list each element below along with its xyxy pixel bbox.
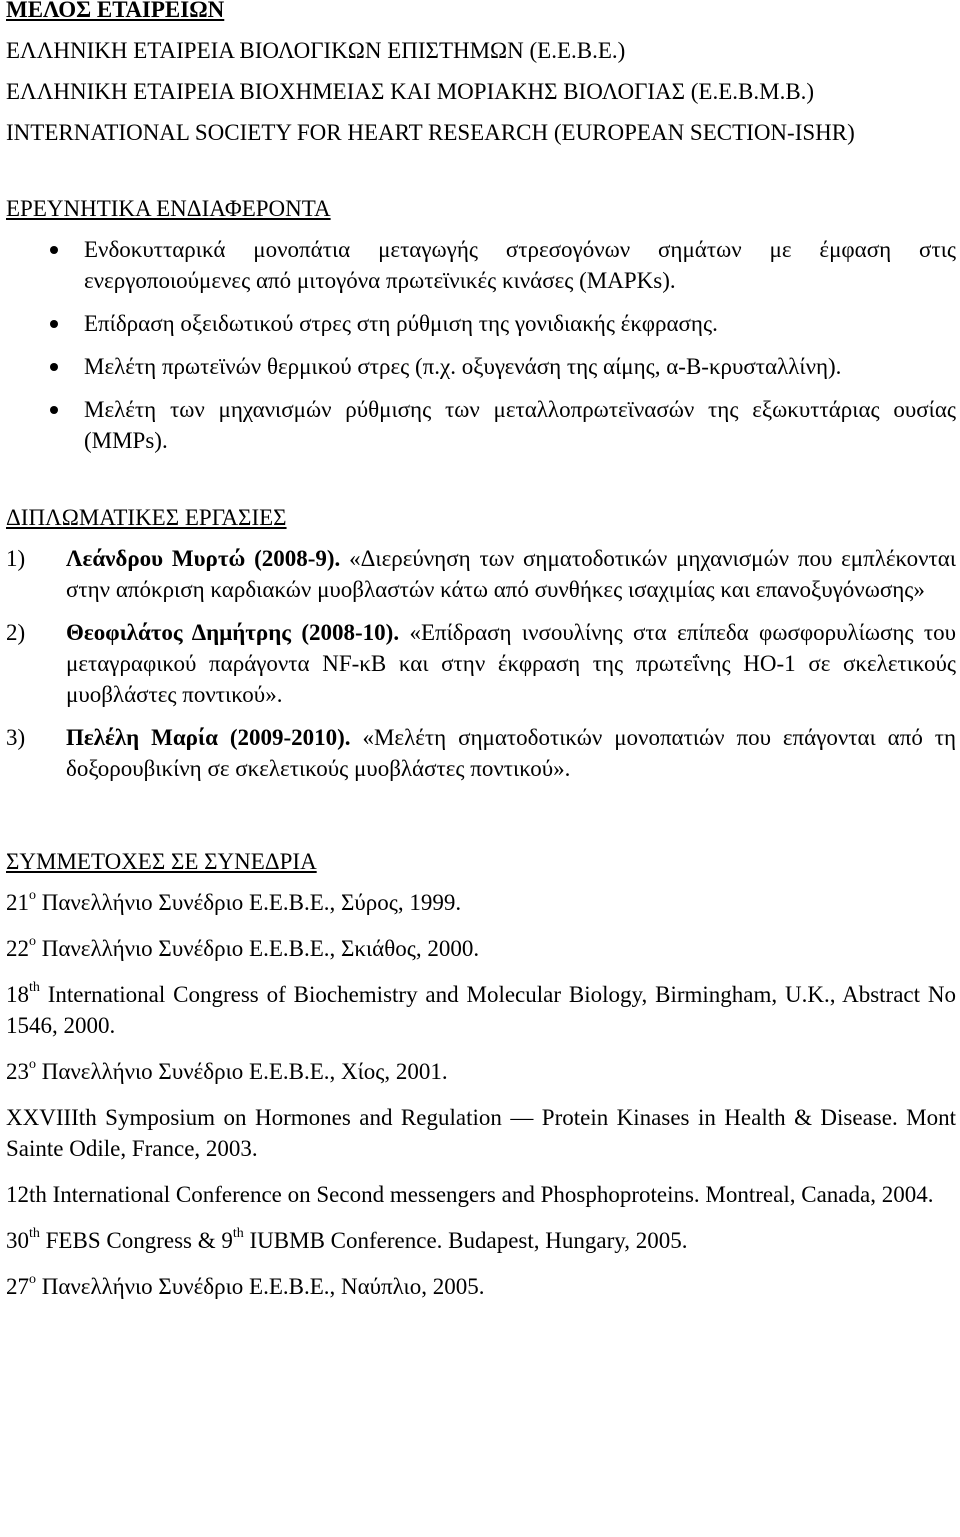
memberships-heading: ΜΕΛΟΣ ΕΤΑΙΡΕΙΩΝ — [6, 0, 225, 22]
theses-list — [6, 543, 956, 784]
conference-text: IUBMB Conference. Budapest, Hungary, 2005. — [243, 1228, 688, 1253]
theses-heading: ΔΙΠΛΩΜΑΤΙΚΕΣ ΕΡΓΑΣΙΕΣ — [6, 505, 287, 530]
list-item — [6, 1102, 956, 1164]
ordinal-suffix: th — [29, 980, 40, 996]
bullet-icon — [50, 363, 58, 371]
list-item: Μελέτη πρωτεϊνών θερμικού στρες (π.χ. οξυγενάση της αίμης, α-Β-κρυσταλλίνη). — [6, 351, 956, 382]
list-item — [6, 617, 956, 710]
ordinal-suffix: ο — [29, 934, 36, 950]
conference-text: Πανελλήνιο Συνέδριο Ε.Ε.Β.Ε., Σκιάθος, 2000. — [36, 936, 480, 961]
thesis-title: «Μελέτη σηματοδοτικών μονοπατιών που επάγονται από τη δοξορουβικίνη σε σκελετικούς μυοβλάστες ποντικού». — [66, 725, 956, 781]
ordinal-suffix: th — [29, 1226, 40, 1242]
bullet-icon — [50, 246, 58, 254]
list-item: Μελέτη των μηχανισμών ρύθμισης των μεταλλοπρωτεϊνασών της εξωκυττάριας ουσίας (MMPs). — [6, 394, 956, 456]
thesis-title: «Διερεύνηση των σηματοδοτικών μηχανισμών που εμπλέκονται στην απόκριση καρδιακών μυοβλαστών κάτω από συνθήκες ισαχιμίας και επανοξυγόνωσης» — [66, 546, 957, 602]
conference-text: International Congress of Biochemistry and Molecular Biology, Birmingham, U.K., Abstract No 1546, 2000. — [6, 982, 956, 1038]
cv-page — [6, 0, 956, 1302]
conference-text: FEBS Congress & 9 — [39, 1228, 233, 1253]
conferences-heading: ΣΥΜΜΕΤΟΧΕΣ ΣΕ ΣΥΝΕΔΡΙΑ — [6, 849, 317, 874]
thesis-title: «Επίδραση ινσουλίνης στα επίπεδα φωσφορυλίωσης του μεταγραφικού παράγοντα NF-κB και στην έκφραση της πρωτεΐνης HO-1 σε σκελετικούς μυοβλάστες ποντικού». — [66, 620, 957, 707]
ordinal: 27 — [6, 1274, 29, 1299]
list-item — [6, 887, 956, 918]
research-list — [6, 234, 956, 456]
list-item — [6, 1179, 956, 1210]
conference-text: Πανελλήνιο Συνέδριο Ε.Ε.Β.Ε., Ναύπλιο, 2005. — [36, 1274, 485, 1299]
list-item — [6, 543, 956, 605]
list-item — [6, 1225, 956, 1256]
ordinal: 21 — [6, 890, 29, 915]
conferences-list — [6, 887, 956, 1302]
ordinal: 23 — [6, 1059, 29, 1084]
item-number: 3) — [6, 725, 26, 750]
list-item — [6, 933, 956, 964]
item-number: 2) — [6, 620, 26, 645]
bullet-icon — [50, 320, 58, 328]
thesis-author: Λεάνδρου Μυρτώ (2008-9). — [66, 546, 341, 571]
bullet-icon — [50, 406, 58, 414]
list-item — [6, 722, 956, 784]
ordinal-suffix: ο — [29, 1272, 36, 1288]
list-item: Επίδραση οξειδωτικού στρες στη ρύθμιση της γονιδιακής έκφρασης. — [6, 308, 956, 339]
ordinal-suffix: ο — [29, 888, 36, 904]
ordinal: 18 — [6, 982, 29, 1007]
list-item: Ενδοκυτταρικά μονοπάτια μεταγωγής στρεσογόνων σημάτων με έμφαση στις ενεργοποιούμενες από μιτογόνα πρωτεϊνικές κινάσες (MAPKs). — [6, 234, 956, 296]
ordinal: 30 — [6, 1228, 29, 1253]
ordinal-suffix: th — [232, 1226, 244, 1242]
thesis-author: Θεοφιλάτος Δημήτρης (2008-10). — [66, 620, 400, 645]
ordinal-suffix: ο — [29, 1057, 36, 1073]
list-item — [6, 1056, 956, 1087]
item-number: 1) — [6, 546, 26, 571]
list-item — [6, 979, 956, 1041]
membership-item: ΕΛΛΗΝΙΚΗ ΕΤΑΙΡΕΙΑ ΒΙΟΧΗΜΕΙΑΣ ΚΑΙ ΜΟΡΙΑΚΗΣ ΒΙΟΛΟΓΙΑΣ (Ε.Ε.Β.Μ.Β.) — [6, 79, 815, 104]
conference-text: 12th International Conference on Second messengers and Phosphoproteins. Montreal, Canada, 2004. — [6, 1182, 934, 1207]
ordinal: 22 — [6, 936, 29, 961]
list-item — [6, 1271, 956, 1302]
thesis-author: Πελέλη Μαρία (2009-2010). — [66, 725, 351, 750]
membership-item: ΕΛΛΗΝΙΚΗ ΕΤΑΙΡΕΙΑ ΒΙΟΛΟΓΙΚΩΝ ΕΠΙΣΤΗΜΩΝ (Ε.Ε.Β.Ε.) — [6, 38, 626, 63]
conference-text: Πανελλήνιο Συνέδριο Ε.Ε.Β.Ε., Σύρος, 1999. — [36, 890, 462, 915]
conference-text: Πανελλήνιο Συνέδριο Ε.Ε.Β.Ε., Χίος, 2001. — [36, 1059, 448, 1084]
membership-item: INTERNATIONAL SOCIETY FOR HEART RESEARCH (EUROPEAN SECTION-ISHR) — [6, 120, 855, 145]
conference-text: XXVIIIth Symposium on Hormones and Regulation — Protein Kinases in Health & Disease. Mont Sainte Odile, France, 2003. — [6, 1105, 956, 1161]
research-heading: ΕΡΕΥΝΗΤΙΚΑ ΕΝΔΙΑΦΕΡΟΝΤΑ — [6, 196, 331, 221]
